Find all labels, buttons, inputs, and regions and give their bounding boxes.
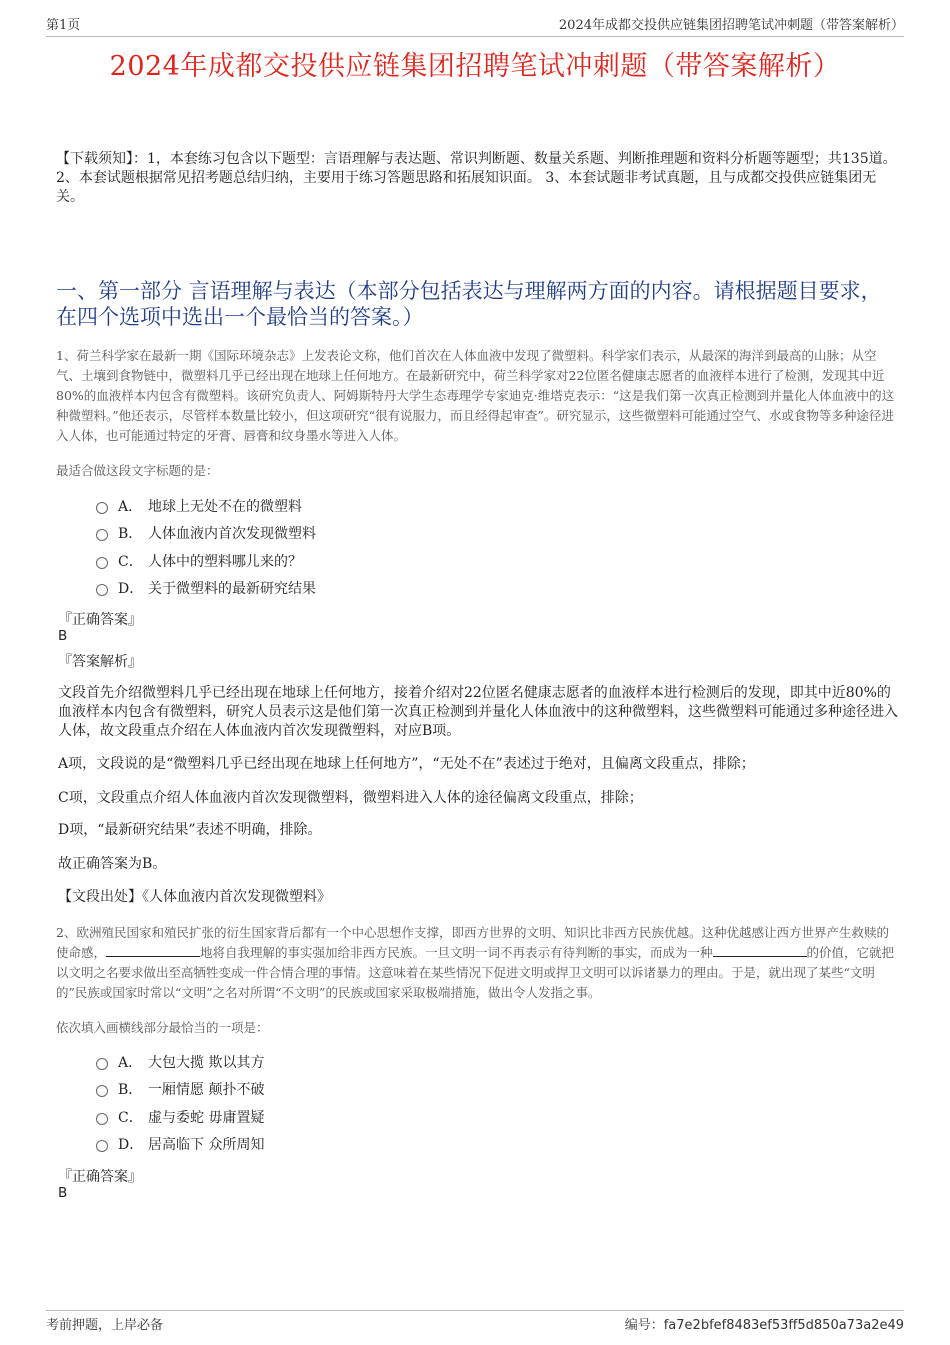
question-2-text [56,923,900,1003]
q2-answer: B [58,1185,68,1201]
q1-option-d[interactable] [96,575,316,603]
question-2-text-part3: 的价值，它就把以文明之名要求做出至高牺牲变成一件合情合理的事情。这意味着在某些情况下促进文明或捍卫文明可以诉诸暴力的理由。于是，就出现了某些“文明的”民族或国家时常以“文明”之名对所谓“不文明”的民族或国家采取极端措施，做出令人发指之事。 [56,945,895,1000]
question-2-text-part1: 2、欧洲殖民国家和殖民扩张的衍生国家背后都有一个中心思想作支撑，即西方世界的文明、知识比非西方民族优越。这种优越感让西方世界产生救赎的使命感， [56,925,889,960]
q1-source: 【文段出处】《人体血液内首次发现微塑料》 [58,889,331,905]
question-1-options [96,492,316,602]
section-heading: 一、第一部分 言语理解与表达（本部分包括表达与理解两方面的内容。请根据题目要求，在四个选项中选出一个最恰当的答案。） [56,279,882,329]
q1-answer: B [58,628,68,644]
q1-analysis-a: A项，文段说的是“微塑料几乎已经出现在地球上任何地方”，“无处不在”表述过于绝对，且偏离文段重点，排除； [58,756,755,772]
radio-icon[interactable] [96,1058,108,1070]
q2-option-d[interactable] [96,1131,264,1159]
option-text: 居高临下 众所周知 [148,1137,265,1154]
page-number: 第1页 [46,18,81,33]
q1-analysis-main: 文段首先介绍微塑料几乎已经出现在地球上任何地方，接着介绍对22位匿名健康志愿者的血液样本进行检测后的发现，即其中近80%的血液样本内包含有微塑料，研究人员表示这是他们第一次真正检测到并量化人体血液中的这种微塑料，这些微塑料可能通过多种途径进入人体，故文段重点介绍在人体血液内首次发现微塑料，对应B项。 [58,685,898,739]
option-letter: D． [118,581,144,598]
option-text: 一厢情愿 颠扑不破 [148,1082,265,1099]
radio-icon[interactable] [96,529,108,541]
option-letter: D． [118,1137,144,1154]
radio-icon[interactable] [96,584,108,596]
question-2-prompt-block [56,1018,900,1036]
q1-analysis-d: D项，“最新研究结果”表述不明确，排除。 [58,822,322,838]
question-1-text: 1、荷兰科学家在最新一期《国际环境杂志》上发表论文称，他们首次在人体血液中发现了微塑料。科学家们表示，从最深的海洋到最高的山脉；从空气、土壤到食物链中，微塑料几乎已经出现在地球上任何地方。在最新研究中，荷兰科学家对22位匿名健康志愿者的血液样本进行了检测，发现其中近80%的血液样本内包含有微塑料。该研究负责人、阿姆斯特丹大学生态毒理学专家迪克·维塔克表示：“这是我们第一次真正检测到并量化人体血液中的这种微塑料。”他还表示，尽管样本数量比较小，但这项研究“很有说服力，而且经得起审查”。研究显示，这些微塑料可能通过空气、水或食物等多种途径进入人体，也可能通过特定的牙膏、唇膏和纹身墨水等进入人体。 [56,348,895,443]
q2-option-c[interactable] [96,1103,264,1131]
q1-answer-label: 『正确答案』 [58,612,142,628]
q2-option-a[interactable] [96,1048,264,1076]
radio-icon[interactable] [96,1085,108,1097]
fill-blank-2[interactable] [713,943,807,957]
header-doc-title: 2024年成都交投供应链集团招聘笔试冲刺题（带答案解析） [558,18,904,33]
option-letter: C． [118,553,143,570]
question-2-prompt: 依次填入画横线部分最恰当的一项是： [56,1020,269,1035]
option-letter: A． [118,1054,143,1071]
download-notice: 【下载须知】：1，本套练习包含以下题型：言语理解与表达题、常识判断题、数量关系题、判断推理题和资料分析题等题型；共135道。 2、本套试题根据常见招考题总结归纳，主要用于练习答题思路和拓展知识面。 3、本套试题非考试真题，且与成都交投供应链集团无关。 [56,151,897,205]
footer-code-block [625,1314,904,1333]
q1-analysis-conclusion: 故正确答案为B。 [58,856,167,872]
option-text: 地球上无处不在的微塑料 [148,498,302,515]
q2-option-b[interactable] [96,1076,264,1104]
q1-analysis-c: C项，文段重点介绍人体血液内首次发现微塑料，微塑料进入人体的途径偏离文段重点，排除； [58,790,643,806]
option-letter: C． [118,1109,143,1126]
question-2 [56,923,900,1003]
option-text: 人体中的塑料哪儿来的？ [148,553,302,570]
footer-code-label: 编号： [624,1318,664,1333]
question-2-options [96,1048,264,1158]
option-letter: B． [118,1082,143,1099]
page-header [46,14,904,37]
question-1-prompt-block [56,461,900,479]
radio-icon[interactable] [96,502,108,514]
option-text: 虚与委蛇 毋庸置疑 [148,1109,265,1126]
footer-code: fa7e2bfef8483ef53ff5d850a73a2e49 [663,1318,904,1333]
option-letter: B． [118,526,143,543]
option-letter: A． [118,498,143,515]
document-title: 2024年成都交投供应链集团招聘笔试冲刺题（带答案解析） [109,51,841,82]
question-1 [56,346,900,446]
fill-blank-1[interactable] [106,943,200,957]
q1-option-a[interactable] [96,492,316,520]
option-text: 人体血液内首次发现微塑料 [148,526,316,543]
option-text: 大包大揽 欺以其方 [148,1054,265,1071]
radio-icon[interactable] [96,1140,108,1152]
option-text: 关于微塑料的最新研究结果 [148,581,316,598]
page-footer [46,1310,904,1333]
q1-option-c[interactable] [96,547,316,575]
footer-slogan: 考前押题，上岸必备 [46,1318,164,1333]
question-2-text-part2: 地将自我理解的事实强加给非西方民族。一旦文明一词不再表示有待判断的事实，而成为一种 [200,945,713,960]
radio-icon[interactable] [96,1113,108,1125]
radio-icon[interactable] [96,557,108,569]
q1-option-b[interactable] [96,520,316,548]
q2-answer-label: 『正确答案』 [58,1169,142,1185]
question-1-prompt: 最适合做这段文字标题的是： [56,463,219,478]
q1-analysis-label: 『答案解析』 [58,654,142,670]
